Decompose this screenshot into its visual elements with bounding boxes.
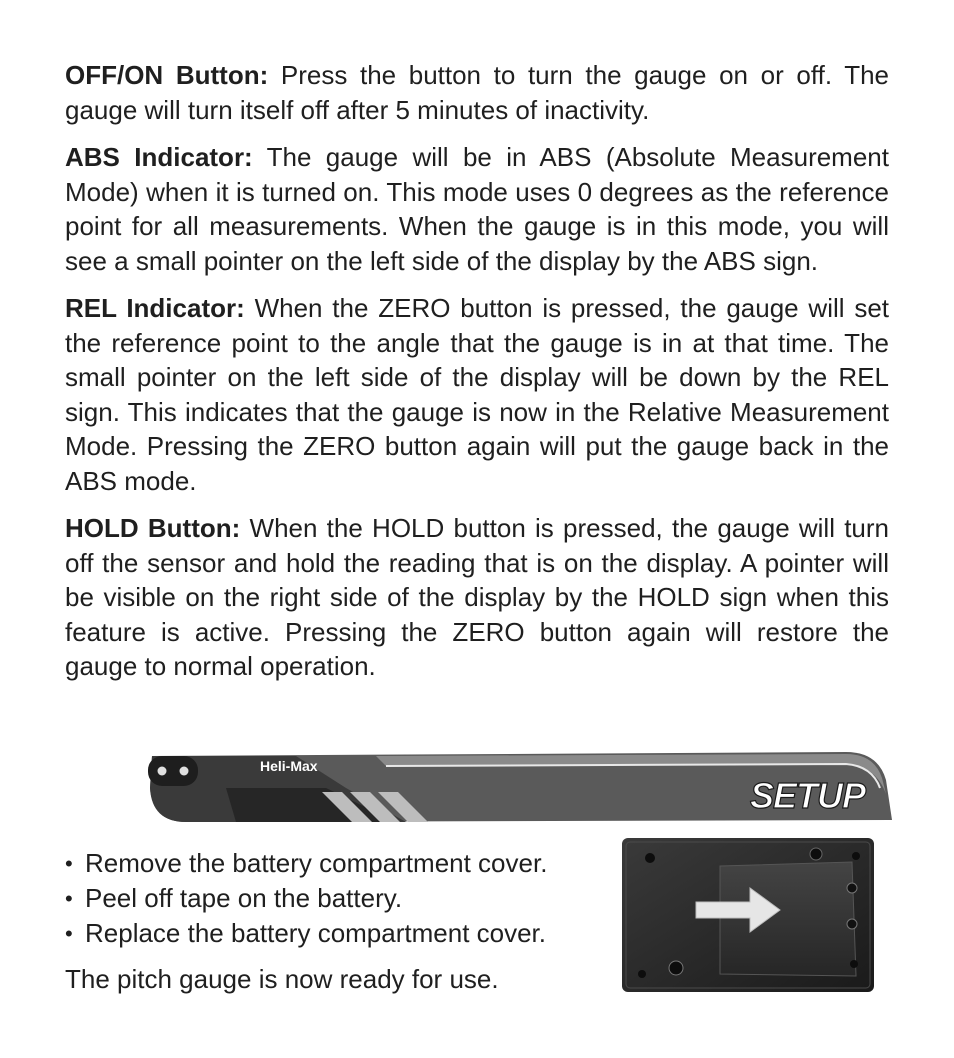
section-abs: [65, 140, 889, 278]
section-body: The gauge will be in ABS (Absolute Measurement Mode) when it is turned on. This mode uses 0 degrees as the reference point for all measurements. When the gauge is in this mode, you will see a small pointer on the left side of the display by the ABS sign.: [65, 142, 889, 276]
bullet-icon: •: [65, 886, 73, 911]
list-item: [65, 916, 625, 951]
section-off-on: [65, 58, 889, 127]
banner-title: SETUP: [750, 775, 866, 816]
mounting-hole-icon: [180, 767, 189, 776]
closing-text: The pitch gauge is now ready for use.: [65, 964, 499, 994]
bullet-icon: •: [65, 851, 73, 876]
section-body: Press the button to turn the gauge on or off. The gauge will turn itself off after 5 minutes of inactivity.: [65, 60, 890, 125]
section-heading: HOLD Button:: [65, 513, 241, 543]
setup-step-list: [65, 846, 625, 951]
section-heading: ABS Indicator:: [65, 142, 253, 172]
list-item: [65, 846, 625, 881]
section-rel: [65, 291, 889, 498]
mounting-hole-icon: [158, 767, 167, 776]
list-item: [65, 881, 625, 916]
brand-logo: Heli-Max: [260, 758, 318, 774]
section-heading: REL Indicator:: [65, 293, 245, 323]
battery-compartment-photo: [620, 836, 876, 994]
rotor-blade-banner: [146, 748, 892, 828]
section-body: When the ZERO button is pressed, the gauge will set the reference point to the angle that the gauge is in at that time. The small pointer on the left side of the display will be down by the REL sign. This indicates that the gauge is now in the Relative Measurement Mode. Pressing the ZERO button again will put the gauge back in the ABS mode.: [65, 293, 890, 496]
instruction-text: [65, 58, 889, 697]
step-text: Remove the battery compartment cover.: [85, 848, 548, 878]
bullet-icon: •: [65, 921, 73, 946]
section-heading: OFF/ON Button:: [65, 60, 269, 90]
step-text: Replace the battery compartment cover.: [85, 918, 547, 948]
section-hold: [65, 511, 889, 684]
section-body: When the HOLD button is pressed, the gauge will turn off the sensor and hold the reading that is on the display. A pointer will be visible on the right side of the display by the HOLD sign when this feature is active. Pressing the ZERO button again will restore the gauge to normal operation.: [65, 513, 890, 681]
step-text: Peel off tape on the battery.: [85, 883, 403, 913]
